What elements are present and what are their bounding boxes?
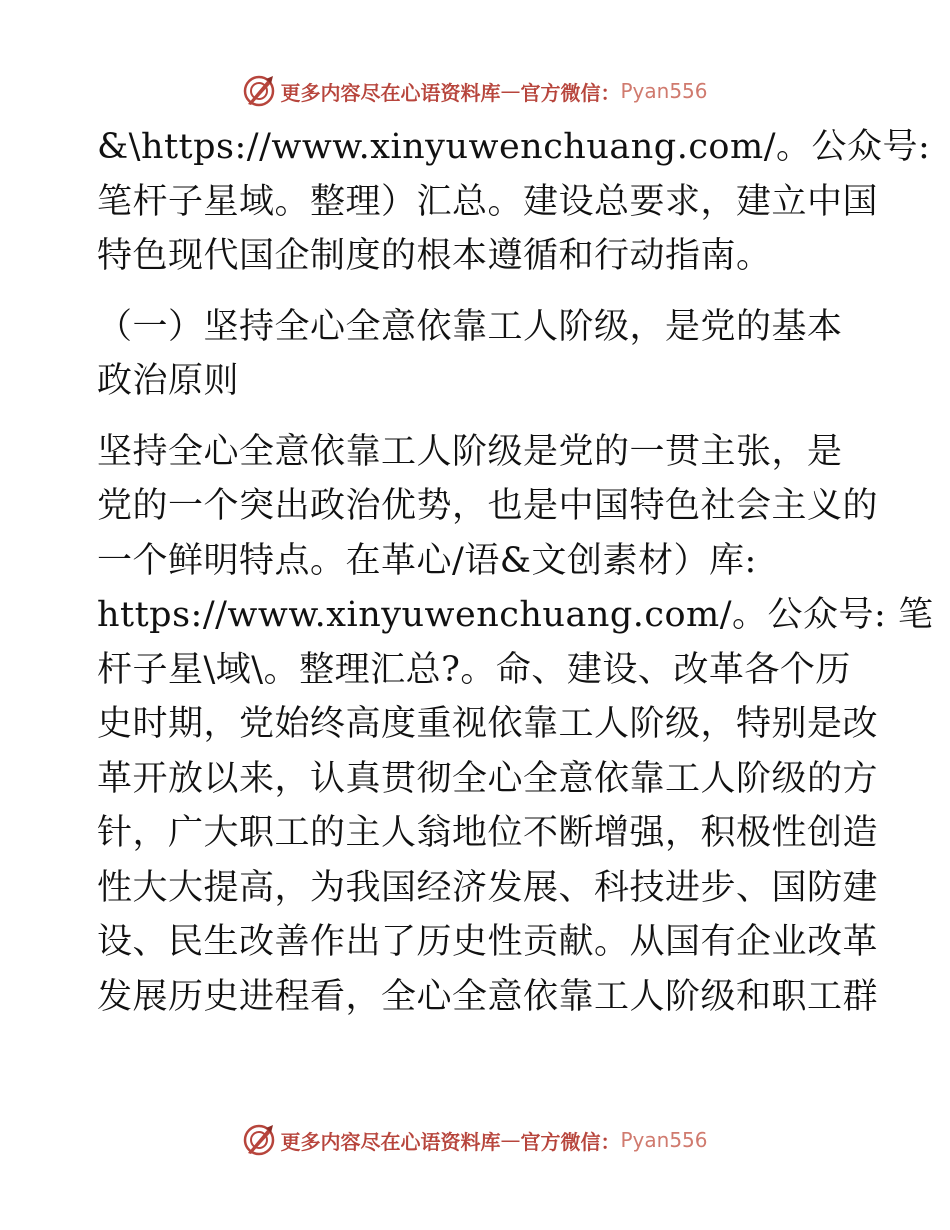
text-line: 性大大提高，为我国经济发展、科技进步、国防建 bbox=[97, 867, 879, 908]
text-line: 特色现代国企制度的根本遵循和行动指南。 bbox=[97, 236, 772, 276]
banner-wechat-id: Pyan556 bbox=[620, 1128, 708, 1152]
banner-wechat-id: Pyan556 bbox=[620, 79, 708, 103]
text-line: 党的一个突出政治优势，也是中国特色社会主义的 bbox=[97, 486, 879, 526]
header-banner bbox=[0, 69, 950, 113]
text-line: 针，广大职工的主人翁地位不断增强，积极性创造 bbox=[97, 813, 879, 853]
paragraph-main bbox=[97, 425, 934, 1025]
heading-line: （一）坚持全心全意依靠工人阶级，是党的基本 bbox=[97, 306, 843, 347]
quill-logo-icon bbox=[242, 1123, 276, 1157]
banner-main-text: 更多内容尽在心语资料库 bbox=[280, 1129, 501, 1154]
quill-logo-icon bbox=[242, 74, 276, 108]
text-line: 坚持全心全意依靠工人阶级是党的一贯主张，是 bbox=[97, 431, 843, 472]
banner-separator: — bbox=[500, 79, 521, 103]
heading-line: 政治原则 bbox=[97, 361, 240, 401]
text-line: 笔杆子星域。整理）汇总。建设总要求，建立中国 bbox=[97, 181, 879, 222]
document-body bbox=[97, 120, 934, 1024]
text-line: &\https://www.xinyuwenchuang.com/。公众号: bbox=[97, 127, 931, 167]
banner-main-text: 更多内容尽在心语资料库 bbox=[280, 80, 501, 105]
banner-separator: — bbox=[500, 1128, 521, 1152]
text-line: 设、民生改善作出了历史性贡献。从国有企业改革 bbox=[97, 922, 879, 962]
text-line: 一个鲜明特点。在革心/语&文创素材）库: bbox=[97, 540, 757, 581]
paragraph-intro bbox=[97, 120, 931, 284]
footer-banner bbox=[0, 1118, 950, 1162]
banner-wechat-label: 官方微信： bbox=[520, 80, 621, 105]
text-line: 发展历史进程看，全心全意依靠工人阶级和职工群 bbox=[97, 976, 879, 1017]
banner-wechat-label: 官方微信： bbox=[520, 1129, 621, 1154]
text-line: 杆子星\域\。整理汇总?。命、建设、改革各个历 bbox=[97, 649, 851, 690]
text-line: https://www.xinyuwenchuang.com/。公众号: 笔 bbox=[97, 595, 934, 635]
text-line: 革开放以来，认真贯彻全心全意依靠工人阶级的方 bbox=[97, 758, 879, 799]
text-line: 史时期，党始终高度重视依靠工人阶级，特别是改 bbox=[97, 704, 879, 744]
section-heading bbox=[97, 300, 857, 409]
